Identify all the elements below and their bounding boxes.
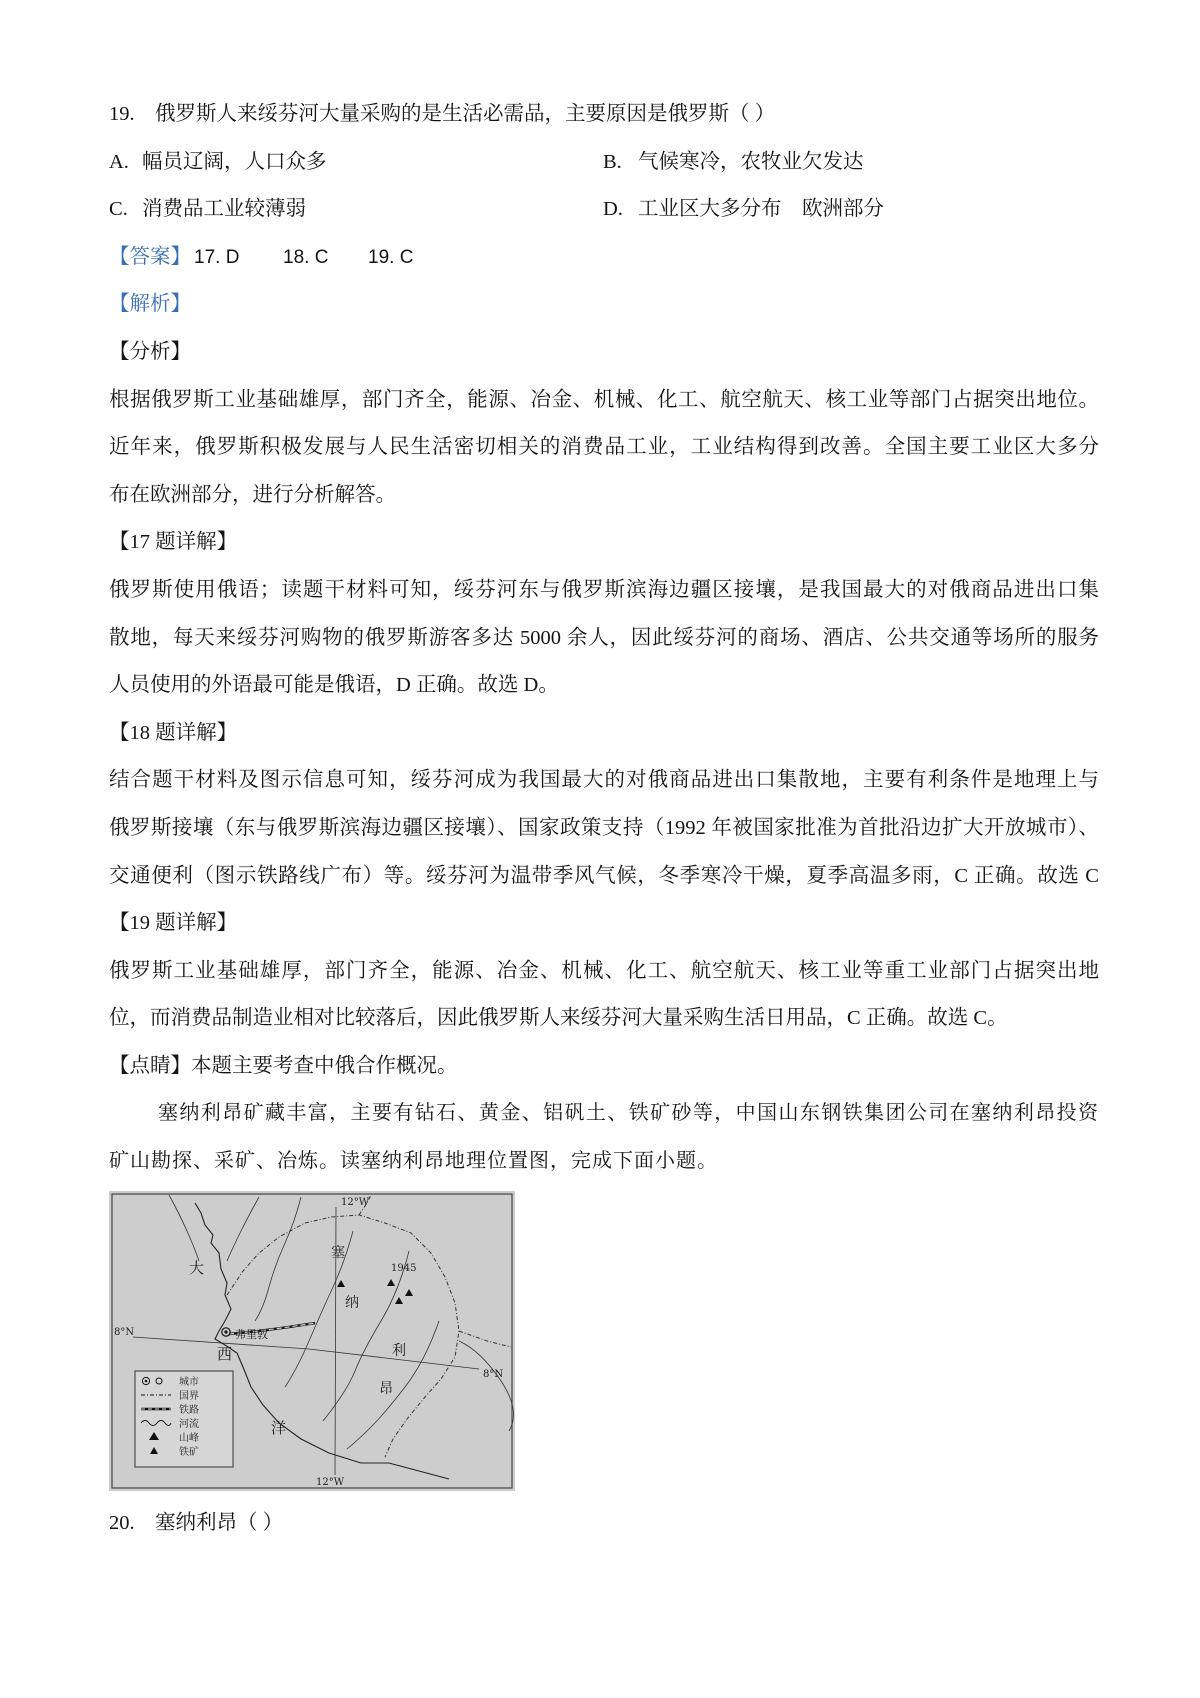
paragraph-line: 布在欧洲部分，进行分析解答。 <box>109 483 396 506</box>
legend-label: 河流 <box>179 1418 199 1430</box>
document-page <box>109 91 1099 1547</box>
latitude-label-right: 8°N <box>483 1368 504 1380</box>
options-row-cd <box>109 186 1099 234</box>
analysis-label: 【解析】 <box>109 293 191 316</box>
answer-19: 19. C <box>368 246 414 268</box>
map-svg <box>109 1191 515 1491</box>
option-c-key: C. <box>109 198 128 221</box>
question-number: 19. <box>109 103 135 125</box>
ocean-char: 西 <box>217 1344 233 1363</box>
answer-row <box>109 234 1099 282</box>
paragraph-line: 人员使用的外语最可能是俄语，D 正确。故选 D。 <box>109 674 559 697</box>
legend-label: 山峰 <box>179 1432 199 1444</box>
country-char: 利 <box>392 1342 406 1359</box>
country-char: 昂 <box>379 1380 393 1397</box>
question-text: 俄罗斯人来绥芬河大量采购的是生活必需品，主要原因是俄罗斯（ ） <box>155 103 776 125</box>
paragraph-line: 俄罗斯接壤（东与俄罗斯滨海边疆区接壤）、国家政策支持（1992 年被国家批准为首批沿边扩大开放城市）、 <box>109 816 1099 839</box>
option-b-key: B. <box>603 150 622 173</box>
paragraph-line: 结合题干材料及图示信息可知，绥芬河成为我国最大的对俄商品进出口集散地，主要有利条件是地理上与 <box>109 769 1099 792</box>
legend-label: 铁路 <box>179 1404 199 1416</box>
section-heading-analysis: 【分析】 <box>109 340 191 363</box>
answer-17: 17. D <box>194 246 240 268</box>
option-b-text: 气候寒冷，农牧业欠发达 <box>638 150 864 173</box>
map-legend <box>135 1371 233 1467</box>
question-20-stem <box>109 1500 1099 1548</box>
country-char: 纳 <box>345 1294 359 1311</box>
option-a-text: 幅员辽阔，人口众多 <box>142 150 327 173</box>
city-label: 弗里敦 <box>235 1327 268 1341</box>
tip-text: 本题主要考查中俄合作概况。 <box>191 1054 458 1077</box>
section-heading-17: 【17 题详解】 <box>109 531 238 554</box>
question-number: 20. <box>109 1511 135 1534</box>
paragraph-line: 位，而消费品制造业相对比较落后，因此俄罗斯人来绥芬河大量采购生活日用品，C 正确。故选 C。 <box>109 1007 1008 1030</box>
option-a-key: A. <box>109 150 129 173</box>
question-19-stem <box>109 91 1099 139</box>
capital-city-dot-icon <box>224 1330 227 1333</box>
peak-elevation-label: 1945 <box>391 1262 417 1274</box>
section-heading-19: 【19 题详解】 <box>109 912 238 935</box>
paragraph-line: 俄罗斯使用俄语；读题干材料可知，绥芬河东与俄罗斯滨海边疆区接壤，是我国最大的对俄商品进出口集 <box>109 578 1099 601</box>
paragraph-line: 俄罗斯工业基础雄厚，部门齐全，能源、冶金、机械、化工、航空航天、核工业等重工业部门占据突出地 <box>109 959 1099 982</box>
answer-18: 18. C <box>283 246 329 268</box>
question-text: 塞纳利昂（ ） <box>155 1511 284 1534</box>
options-row-ab <box>109 139 1099 187</box>
option-d-text: 工业区大多分布 欧洲部分 <box>638 198 884 221</box>
legend-label: 城市 <box>179 1376 199 1388</box>
paragraph-line: 交通便利（图示铁路线广布）等。绥芬河为温带季风气候，冬季寒冷干燥，夏季高温多雨，C 正确。故选 C <box>109 864 1099 887</box>
material-line: 矿山勘探、采矿、冶炼。读塞纳利昂地理位置图，完成下面小题。 <box>109 1150 718 1173</box>
ocean-char: 大 <box>189 1258 205 1277</box>
country-char: 塞 <box>331 1244 345 1261</box>
option-d-key: D. <box>603 198 623 221</box>
paragraph-line: 散地，每天来绥芬河购物的俄罗斯游客多达 5000 余人，因此绥芬河的商场、酒店、公共交通等场所的服务 <box>109 626 1099 649</box>
latitude-label-left: 8°N <box>114 1326 135 1338</box>
longitude-label-top: 12°W <box>341 1196 370 1208</box>
paragraph-line: 近年来，俄罗斯积极发展与人民生活密切相关的消费品工业，工业结构得到改善。全国主要工业区大多分 <box>109 436 1099 459</box>
sierra-leone-location-map <box>109 1191 515 1491</box>
option-c-text: 消费品工业较薄弱 <box>142 198 306 221</box>
answer-label: 【答案】 <box>109 245 191 268</box>
tip-row <box>109 1043 1099 1091</box>
longitude-label-bottom: 12°W <box>316 1476 345 1488</box>
legend-label: 国界 <box>179 1390 199 1402</box>
material-line: 塞纳利昂矿藏丰富，主要有钻石、黄金、铝矾土、铁矿砂等，中国山东钢铁集团公司在塞纳利昂投资 <box>158 1102 1099 1125</box>
tip-label: 【点睛】 <box>109 1054 191 1077</box>
city-marker-dot-icon <box>145 1379 148 1382</box>
section-heading-18: 【18 题详解】 <box>109 721 238 744</box>
paragraph-line: 根据俄罗斯工业基础雄厚，部门齐全，能源、冶金、机械、化工、航空航天、核工业等部门占据突出地位。 <box>109 388 1099 411</box>
ocean-char: 洋 <box>271 1418 287 1437</box>
legend-label: 铁矿 <box>179 1446 199 1458</box>
